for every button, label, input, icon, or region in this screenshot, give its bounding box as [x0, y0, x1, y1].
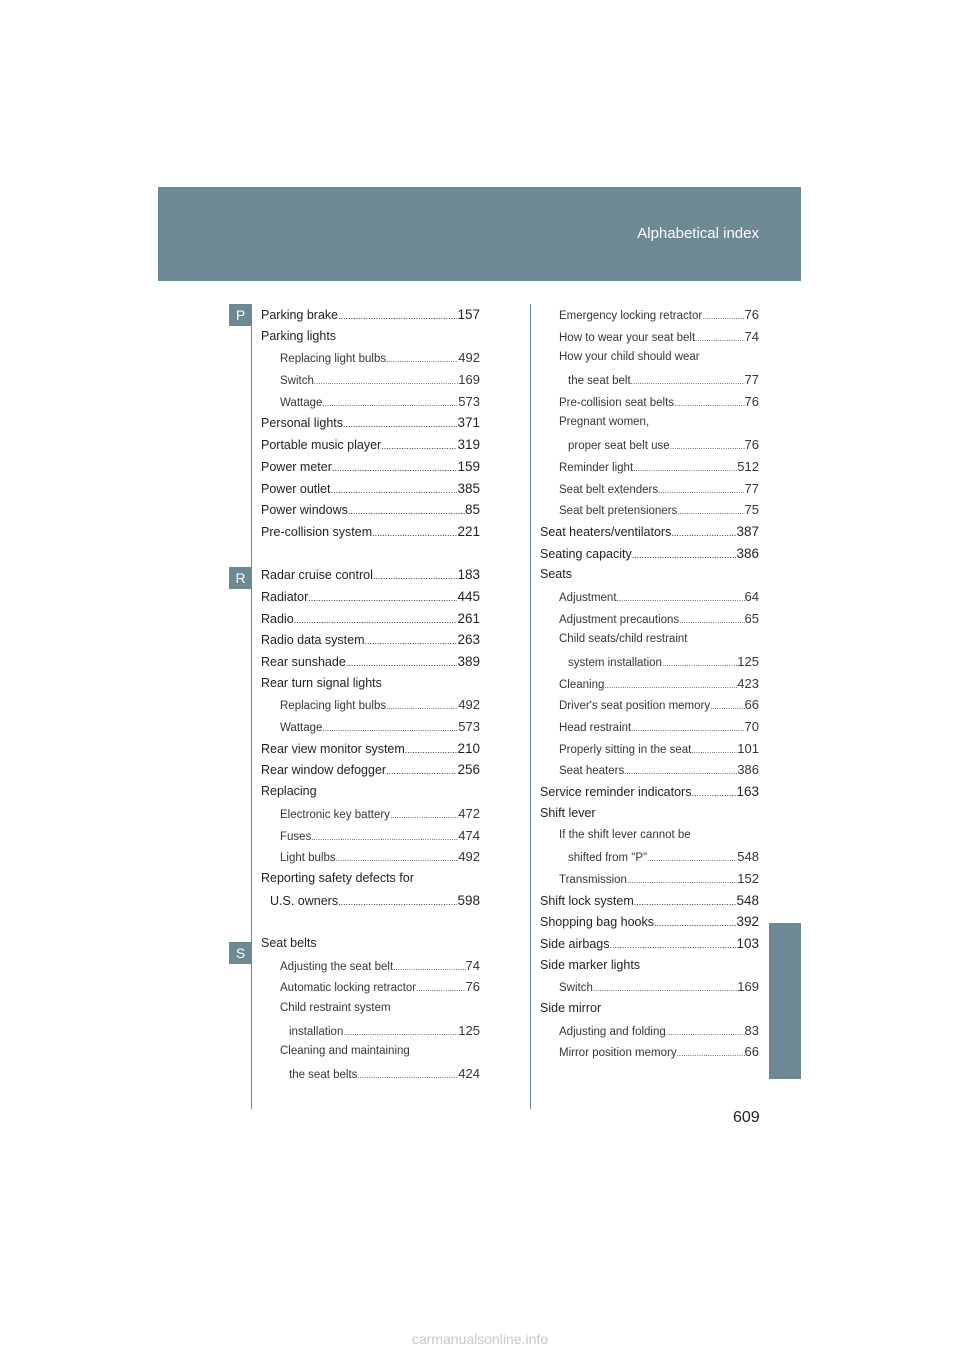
leader-dots — [702, 306, 744, 328]
entry-label: Parking lights — [261, 328, 337, 343]
entry-page-number[interactable]: 424 — [458, 1066, 480, 1082]
letter-tab-r: R — [229, 567, 252, 589]
entry-label: Seats — [540, 567, 572, 582]
entry-label: Seating capacity — [540, 546, 632, 561]
entry-page-number[interactable]: 169 — [458, 372, 480, 388]
entry-page-number[interactable]: 76 — [744, 307, 759, 322]
entry-label: Service reminder indicators — [540, 785, 692, 800]
index-subentry[interactable] — [261, 825, 480, 847]
index-entry[interactable] — [261, 738, 480, 760]
entry-page-number[interactable]: 169 — [737, 979, 759, 995]
entry-label: Cleaning — [559, 678, 605, 691]
index-subentry[interactable] — [540, 478, 759, 500]
entry-page-number[interactable]: 263 — [457, 632, 480, 648]
entry-label: Shift lever — [540, 805, 596, 820]
index-entry[interactable] — [261, 651, 480, 673]
entry-label: If the shift lever cannot be — [559, 828, 691, 841]
entry-page-number[interactable]: 445 — [457, 588, 480, 604]
index-entry[interactable] — [261, 629, 480, 651]
entry-page-number[interactable]: 83 — [744, 1022, 759, 1038]
leader-dots — [308, 588, 457, 610]
leader-dots — [695, 328, 744, 350]
index-subentry[interactable] — [261, 369, 480, 391]
index-subentry[interactable] — [261, 1020, 480, 1042]
leader-dots — [386, 696, 458, 718]
leader-dots — [365, 631, 458, 653]
leader-dots — [691, 740, 737, 762]
index-subentry[interactable] — [540, 391, 759, 413]
leader-dots — [314, 371, 458, 393]
entry-label: How to wear your seat belt — [559, 331, 696, 344]
entry-label: Parking brake — [261, 308, 339, 322]
entry-label: Adjusting and folding — [559, 1025, 666, 1038]
entry-label: Radio data system — [261, 633, 365, 648]
page-number: 609 — [733, 1109, 760, 1126]
index-subentry[interactable] — [540, 434, 759, 456]
entry-label: Properly sitting in the seat — [559, 743, 692, 756]
index-subentry[interactable] — [540, 651, 759, 673]
index-entry[interactable] — [540, 911, 759, 933]
entry-label: Seat heaters/ventilators — [540, 524, 672, 539]
leader-dots — [330, 480, 457, 502]
index-subentry[interactable] — [540, 1020, 759, 1042]
entry-page-number[interactable]: 548 — [737, 849, 759, 865]
leader-dots — [670, 436, 745, 458]
index-entry[interactable] — [540, 890, 759, 912]
entry-label: Wattage — [280, 396, 323, 409]
leader-dots — [343, 414, 457, 436]
entry-page-number[interactable]: 221 — [457, 523, 480, 539]
leader-dots — [346, 653, 458, 675]
leader-dots — [416, 978, 465, 1000]
index-entry[interactable] — [261, 521, 480, 543]
entry-label: Pre-collision seat belts — [559, 396, 675, 409]
index-subentry[interactable] — [261, 716, 480, 738]
entry-label: Shopping bag hooks — [540, 915, 654, 930]
leader-dots — [627, 870, 737, 892]
leader-dots — [311, 827, 458, 849]
entry-label: Reminder light — [559, 461, 634, 474]
entry-page-number[interactable]: 76 — [465, 979, 480, 995]
entry-label: Replacing light bulbs — [280, 353, 387, 366]
index-subentry[interactable] — [540, 456, 759, 478]
leader-dots — [405, 740, 458, 762]
index-subentry[interactable] — [261, 803, 480, 825]
entry-page-number[interactable]: 256 — [457, 762, 480, 778]
index-entry — [261, 933, 480, 955]
entry-page-number[interactable]: 66 — [744, 697, 759, 713]
leader-dots — [634, 892, 737, 914]
index-subentry[interactable] — [540, 369, 759, 391]
side-tab — [769, 923, 801, 1079]
index-subentry — [540, 629, 759, 651]
letter-tab-s: S — [229, 942, 252, 964]
entry-label: proper seat belt use — [568, 440, 670, 453]
column-divider-left — [251, 304, 252, 1109]
entry-page-number[interactable]: 423 — [737, 675, 759, 691]
leader-dots — [332, 458, 458, 480]
entry-page-number[interactable]: 66 — [744, 1044, 759, 1060]
entry-label: Seat belt extenders — [559, 483, 659, 496]
index-subentry[interactable] — [540, 759, 759, 781]
entry-label: Switch — [280, 375, 314, 388]
entry-label: Switch — [559, 982, 593, 995]
index-subentry[interactable] — [261, 347, 480, 369]
leader-dots — [294, 610, 458, 632]
watermark: carmanualsonline.info — [411, 1331, 549, 1347]
entry-label: Side mirror — [540, 1001, 602, 1015]
leader-dots — [632, 545, 737, 567]
entry-page-number[interactable]: 385 — [457, 480, 480, 496]
leader-dots — [593, 978, 737, 1000]
leader-dots — [390, 805, 458, 827]
index-subentry — [540, 825, 759, 847]
index-subentry[interactable] — [540, 1041, 759, 1063]
leader-dots — [631, 718, 744, 740]
index-column-2 — [540, 304, 759, 1063]
entry-label: Driver's seat position memory — [559, 700, 711, 713]
leader-dots — [338, 892, 457, 914]
leader-dots — [679, 610, 744, 632]
leader-dots — [357, 1065, 458, 1087]
entry-page-number[interactable]: 573 — [458, 719, 480, 735]
entry-page-number[interactable]: 512 — [737, 458, 759, 474]
index-entry — [540, 955, 759, 977]
index-entry[interactable] — [261, 564, 480, 586]
entry-page-number[interactable]: 65 — [744, 610, 759, 626]
entry-label: Side airbags — [540, 936, 610, 951]
index-subentry — [540, 412, 759, 434]
index-subentry — [261, 1041, 480, 1063]
entry-label: Seat belt pretensioners — [559, 505, 678, 518]
index-subentry — [261, 998, 480, 1020]
entry-label: Rear turn signal lights — [261, 675, 382, 690]
entry-page-number[interactable]: 492 — [458, 849, 480, 865]
entry-label: Seat heaters — [559, 765, 625, 778]
entry-label: Replacing — [261, 784, 317, 799]
leader-dots — [710, 696, 744, 718]
entry-label: Rear window defogger — [261, 763, 387, 778]
leader-dots — [381, 436, 457, 458]
leader-dots — [610, 935, 737, 957]
entry-label: Rear sunshade — [261, 655, 346, 669]
leader-dots — [348, 501, 465, 523]
entry-label: Radar cruise control — [261, 568, 373, 583]
index-subentry[interactable] — [540, 694, 759, 716]
index-subentry[interactable] — [261, 976, 480, 998]
entry-label: Child seats/child restraint — [559, 633, 688, 646]
entry-label: Child restraint system — [280, 1002, 391, 1014]
index-entry[interactable] — [261, 412, 480, 434]
leader-dots — [662, 653, 737, 675]
index-column-1 — [261, 304, 480, 1085]
entry-label: Power outlet — [261, 481, 331, 496]
leader-dots — [671, 523, 736, 545]
index-subentry[interactable] — [540, 716, 759, 738]
entry-page-number[interactable]: 76 — [744, 437, 759, 453]
entry-page-number[interactable]: 125 — [458, 1022, 480, 1038]
leader-dots — [624, 761, 737, 783]
index-entry[interactable] — [261, 456, 480, 478]
index-entry[interactable] — [261, 890, 480, 912]
entry-page-number[interactable]: 103 — [736, 935, 759, 951]
leader-dots — [604, 675, 737, 697]
entry-page-number[interactable]: 210 — [457, 740, 480, 756]
index-entry — [261, 673, 480, 695]
leader-dots — [372, 523, 457, 545]
entry-page-number[interactable]: 392 — [736, 914, 759, 930]
index-entry[interactable] — [261, 304, 480, 326]
index-entry — [540, 998, 759, 1020]
entry-page-number[interactable]: 74 — [465, 957, 480, 973]
entry-page-number[interactable]: 70 — [744, 719, 759, 735]
index-entry[interactable] — [261, 608, 480, 630]
entry-label: Shift lock system — [540, 893, 634, 908]
index-subentry[interactable] — [540, 868, 759, 890]
index-subentry — [540, 347, 759, 369]
leader-dots — [633, 458, 737, 480]
leader-dots — [674, 393, 744, 415]
entry-label: Adjustment precautions — [559, 613, 680, 626]
entry-page-number[interactable]: 125 — [737, 654, 759, 669]
entry-label: Personal lights — [261, 416, 343, 431]
leader-dots — [654, 913, 736, 935]
entry-page-number[interactable]: 74 — [744, 328, 759, 344]
entry-label: Power windows — [261, 503, 348, 518]
leader-dots — [336, 848, 459, 870]
entry-page-number[interactable]: 101 — [737, 740, 759, 756]
leader-dots — [373, 566, 458, 588]
entry-page-number[interactable]: 157 — [457, 307, 480, 322]
index-subentry[interactable] — [540, 673, 759, 695]
entry-page-number[interactable]: 472 — [458, 805, 480, 821]
entry-label: shifted from "P" — [568, 852, 648, 865]
entry-label: Replacing light bulbs — [280, 700, 387, 713]
index-entry[interactable] — [540, 543, 759, 565]
index-entry — [261, 781, 480, 803]
entry-page-number[interactable]: 387 — [736, 523, 759, 539]
entry-page-number[interactable]: 183 — [457, 567, 480, 583]
index-entry[interactable] — [261, 586, 480, 608]
entry-label: the seat belts — [289, 1069, 358, 1082]
entry-label: Reporting safety defects for — [261, 870, 414, 885]
index-subentry[interactable] — [261, 391, 480, 413]
entry-page-number[interactable]: 371 — [457, 415, 480, 431]
index-entry — [540, 564, 759, 586]
entry-label: Rear view monitor system — [261, 741, 405, 756]
entry-page-number[interactable]: 573 — [458, 393, 480, 409]
entry-label: U.S. owners — [270, 893, 339, 908]
entry-label: Wattage — [280, 722, 323, 735]
entry-page-number[interactable]: 163 — [736, 784, 759, 800]
entry-label: Power meter — [261, 459, 332, 474]
entry-label: Adjustment — [559, 591, 617, 604]
entry-label: Light bulbs — [280, 852, 336, 865]
header-bar — [158, 187, 801, 281]
entry-page-number[interactable]: 319 — [457, 437, 480, 453]
index-subentry[interactable] — [540, 304, 759, 326]
leader-dots — [338, 306, 457, 328]
entry-label: Emergency locking retractor — [559, 310, 703, 322]
leader-dots — [631, 371, 745, 393]
entry-label: Seat belts — [261, 935, 317, 950]
entry-label: Side marker lights — [540, 957, 641, 972]
entry-page-number[interactable]: 77 — [744, 480, 759, 496]
index-subentry[interactable] — [261, 846, 480, 868]
index-entry[interactable] — [261, 478, 480, 500]
entry-label: Electronic key battery — [280, 808, 390, 821]
leader-dots — [322, 718, 458, 740]
section-gap — [261, 543, 480, 565]
header-title: Alphabetical index — [637, 225, 759, 242]
entry-page-number[interactable]: 598 — [457, 892, 480, 908]
entry-page-number[interactable]: 492 — [458, 350, 480, 366]
index-subentry[interactable] — [540, 326, 759, 348]
index-entry[interactable] — [540, 933, 759, 955]
entry-page-number[interactable]: 152 — [737, 870, 759, 886]
letter-tab-p: P — [229, 304, 252, 326]
index-entry[interactable] — [261, 499, 480, 521]
entry-page-number[interactable]: 548 — [736, 892, 759, 908]
leader-dots — [386, 349, 458, 371]
index-subentry[interactable] — [540, 738, 759, 760]
leader-dots — [677, 1043, 745, 1065]
index-entry[interactable] — [261, 759, 480, 781]
entry-page-number[interactable]: 77 — [744, 372, 759, 388]
entry-label: Adjusting the seat belt — [280, 960, 394, 973]
index-subentry[interactable] — [261, 694, 480, 716]
entry-label: the seat belt — [568, 375, 631, 388]
leader-dots — [691, 783, 736, 805]
entry-label: system installation — [568, 657, 662, 669]
entry-page-number[interactable]: 386 — [737, 762, 759, 778]
leader-dots — [322, 393, 458, 415]
index-subentry[interactable] — [540, 586, 759, 608]
index-subentry[interactable] — [540, 608, 759, 630]
index-entry — [261, 868, 480, 890]
entry-page-number[interactable]: 474 — [458, 827, 480, 843]
section-gap — [261, 911, 480, 933]
column-divider-middle — [530, 304, 531, 1109]
index-subentry[interactable] — [540, 976, 759, 998]
entry-label: Automatic locking retractor — [280, 982, 417, 995]
entry-label: Fuses — [280, 830, 312, 843]
entry-page-number[interactable]: 85 — [464, 502, 480, 518]
entry-page-number[interactable]: 389 — [457, 654, 480, 669]
leader-dots — [647, 848, 737, 870]
leader-dots — [386, 761, 457, 783]
entry-label: Head restraint — [559, 722, 632, 735]
entry-page-number[interactable]: 76 — [744, 393, 759, 409]
entry-page-number[interactable]: 159 — [457, 458, 480, 474]
leader-dots — [393, 957, 465, 979]
entry-label: Pre-collision system — [261, 524, 373, 539]
entry-label: Radiator — [261, 589, 309, 604]
entry-page-number[interactable]: 261 — [457, 610, 480, 626]
entry-label: Radio — [261, 611, 294, 626]
leader-dots — [343, 1022, 458, 1044]
index-entry[interactable] — [540, 781, 759, 803]
entry-page-number[interactable]: 492 — [458, 697, 480, 713]
entry-label: Transmission — [559, 873, 627, 886]
index-subentry[interactable] — [540, 846, 759, 868]
index-subentry[interactable] — [540, 499, 759, 521]
index-subentry[interactable] — [261, 1063, 480, 1085]
index-entry — [261, 326, 480, 348]
entry-page-number[interactable]: 64 — [744, 588, 759, 604]
index-entry[interactable] — [261, 434, 480, 456]
leader-dots — [677, 501, 744, 523]
index-entry — [540, 803, 759, 825]
entry-label: How your child should wear — [559, 351, 700, 364]
entry-page-number[interactable]: 386 — [736, 545, 759, 561]
index-entry[interactable] — [540, 521, 759, 543]
entry-label: Mirror position memory — [559, 1047, 677, 1060]
entry-label: installation — [289, 1025, 344, 1038]
leader-dots — [658, 480, 744, 502]
index-subentry[interactable] — [261, 955, 480, 977]
entry-page-number[interactable]: 75 — [744, 502, 759, 518]
leader-dots — [617, 588, 745, 610]
entry-label: Portable music player — [261, 438, 382, 453]
leader-dots — [666, 1022, 745, 1044]
entry-label: Cleaning and maintaining — [280, 1045, 410, 1058]
entry-label: Pregnant women, — [559, 416, 650, 429]
